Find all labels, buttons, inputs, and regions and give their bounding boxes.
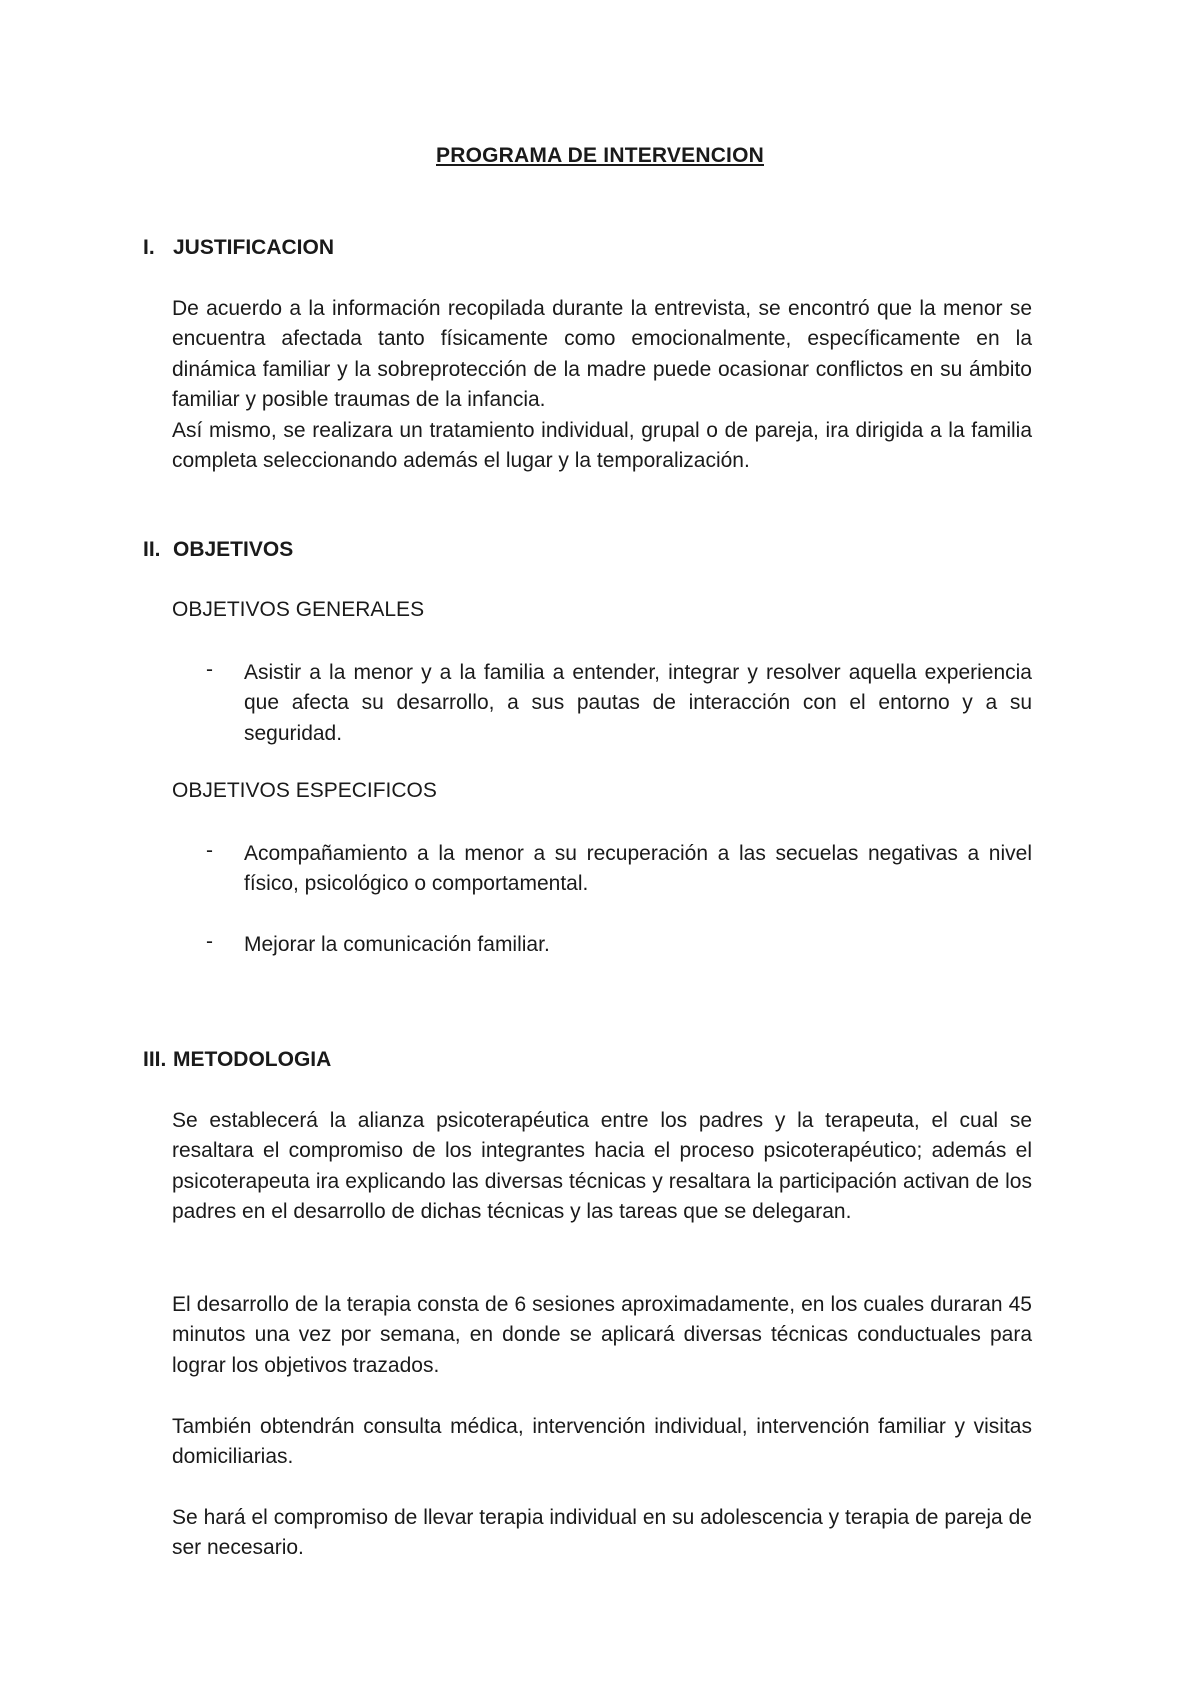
list-item-text: Mejorar la comunicación familiar. — [244, 933, 550, 956]
list-item-text: Asistir a la menor y a la familia a entender, integrar y resolver aquella experiencia que afecta su desarrollo, a sus pautas de interacción con el entorno y a su seguridad. — [244, 661, 1032, 745]
list-item — [206, 930, 1032, 960]
section-heading-justificacion — [143, 236, 334, 260]
justificacion-paragraph-1: De acuerdo a la información recopilada durante la entrevista, se encontró que la menor se encuentra afectada tanto físicamente como emocionalmente, específicamente en la dinámica familiar y la sobreprotección de la madre puede ocasionar conflictos en su ámbito familiar y posible traumas de la infancia. — [172, 297, 1032, 412]
section-title: JUSTIFICACION — [173, 236, 335, 259]
section-heading-objetivos — [143, 538, 293, 562]
metodologia-paragraph-1: Se establecerá la alianza psicoterapéutica entre los padres y la terapeuta, el cual se resaltara el compromiso de los integrantes hacia el proceso psicoterapéutico; además el psicoterapeuta ira explicando las diversas técnicas y resaltara la participación activan de los padres en el desarrollo de dichas técnicas y las tareas que se delegaran. — [172, 1109, 1032, 1224]
section-number: III. — [143, 1048, 167, 1071]
dash-marker: - — [206, 839, 213, 862]
section-number: I. — [143, 236, 155, 259]
list-item — [206, 839, 1032, 900]
dash-marker: - — [206, 658, 213, 681]
metodologia-paragraph-3: También obtendrán consulta médica, intervención individual, intervención familiar y visitas domiciliarias. — [172, 1415, 1032, 1469]
metodologia-paragraph-4: Se hará el compromiso de llevar terapia individual en su adolescencia y terapia de pareja de ser necesario. — [172, 1506, 1032, 1560]
metodologia-paragraph-2: El desarrollo de la terapia consta de 6 sesiones aproximadamente, en los cuales duraran 45 minutos una vez por semana, en donde se aplicará diversas técnicas conductuales para lograr los objetivos trazados. — [172, 1293, 1032, 1377]
section-heading-metodologia — [143, 1048, 331, 1072]
subheading-objetivos-especificos: OBJETIVOS ESPECIFICOS — [172, 779, 437, 802]
list-item-text: Acompañamiento a la menor a su recuperación a las secuelas negativas a nivel físico, psicológico o comportamental. — [244, 842, 1032, 896]
document-title: PROGRAMA DE INTERVENCION — [436, 144, 764, 167]
section-title: METODOLOGIA — [173, 1048, 332, 1071]
section-title: OBJETIVOS — [173, 538, 294, 561]
section-number: II. — [143, 538, 161, 561]
justificacion-paragraph-2: Así mismo, se realizara un tratamiento individual, grupal o de pareja, ira dirigida a la familia completa seleccionando además el lugar y la temporalización. — [172, 419, 1032, 473]
dash-marker: - — [206, 930, 213, 953]
subheading-objetivos-generales: OBJETIVOS GENERALES — [172, 598, 425, 621]
list-item — [206, 658, 1032, 749]
